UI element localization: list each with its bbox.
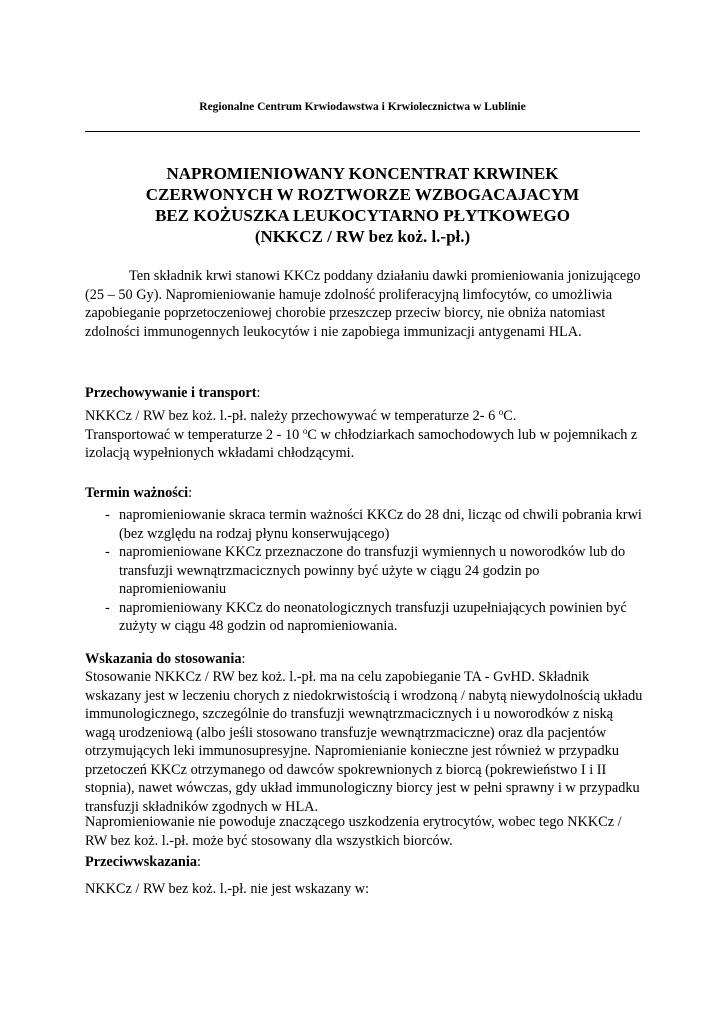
storage-heading-colon: : — [256, 385, 261, 401]
indications-heading-text: Wskazania do stosowania — [85, 651, 242, 667]
list-dash: - — [105, 599, 110, 616]
expiry-heading-colon: : — [188, 485, 193, 501]
list-item — [85, 599, 645, 636]
title-line: CZERWONYCH W ROZTWORZE WZBOGACAJACYM — [145, 185, 580, 204]
header-divider — [85, 131, 640, 132]
contra-heading — [85, 853, 201, 872]
indications-paragraph-1: Stosowanie NKKCz / RW bez koż. l.-pł. ma na celu zapobieganie TA - GvHD. Składnik wskazany jest w leczeniu chorych z niedokrwistością i wrodzoną / nabytą niewydolnością układu immunologicznego, szczególnie do transfuzji wewnątrzmacicznych i u noworodków z niską wagą urodzeniową (albo jeśli stosowano transfuzje wewnątrzmaciczne) oraz dla pacjentów otrzymujących leki immunosupresyjne. Napromienianie konieczne jest również w przypadku przetoczeń KKCz otrzymanego od dawców spokrewnionych z biorcą (pokrewieństwo I i II stopnia), nawet wówczas, gdy układ immunologiczny biorcy jest w pełni sprawny i w przypadku transfuzji składników zgodnych w HLA. — [85, 669, 643, 815]
degree-sup: o — [302, 425, 308, 436]
indications-heading-colon: : — [241, 651, 246, 667]
expiry-heading-text: Termin ważności — [85, 485, 189, 501]
storage-line-1 — [85, 407, 645, 426]
contra-heading-text: Przeciwwskazania — [85, 854, 197, 870]
title-line: BEZ KOŻUSZKA LEUKOCYTARNO PŁYTKOWEGO — [155, 206, 570, 225]
list-item — [85, 543, 645, 599]
intro-paragraph: Ten składnik krwi stanowi KKCz poddany działaniu dawki promieniowania jonizującego (25 – 50 Gy). Napromieniowanie hamuje zdolność proliferacyjną limfocytów, co umożliwia zapobieganie poprzetoczeniowej chorobie przeszczep przeciw biorcy, nie obniża natomiast zdolności immunogennych leukocytów i nie zapobiega immunizacji antygenami HLA. — [85, 268, 641, 340]
expiry-heading — [85, 484, 192, 503]
list-item-text: napromieniowane KKCz przeznaczone do transfuzji wymiennych u noworodków lub do transfuzji wewnątrzmacicznych powinny być użyte w ciągu 24 godzin po napromieniowaniu — [119, 544, 626, 597]
indications-paragraph-2: Napromieniowanie nie powoduje znaczącego uszkodzenia erytrocytów, wobec tego NKKCz / RW bez koż. l.-pł. może być stosowany dla wszystkich biorców. — [85, 814, 622, 849]
transport-text-b: C w chłodziarkach samochodowych lub w pojemnikach z izolacją wypełnionych wkładami chłodzącymi. — [85, 426, 638, 461]
document-title — [85, 163, 640, 247]
contra-paragraph: NKKCz / RW bez koż. l.-pł. nie jest wskazany w: — [85, 881, 370, 897]
storage-paragraph — [85, 407, 645, 463]
title-line: (NKKCZ / RW bez koż. l.-pł.) — [254, 227, 471, 246]
storage-text-a: NKKCz / RW bez koż. l.-pł. należy przechowywać w temperaturze 2- 6 — [85, 408, 496, 424]
list-item-text: napromieniowany KKCz do neonatologicznych transfuzji uzupełniających powinien być zużyty w ciągu 48 godzin od napromieniowania. — [119, 599, 627, 634]
list-item-text: napromieniowanie skraca termin ważności KKCz do 28 dni, licząc od chwili pobrania krwi (bez względu na rodzaj płynu konserwującego) — [119, 507, 642, 542]
expiry-list — [85, 506, 645, 636]
contra-heading-colon: : — [196, 854, 201, 870]
storage-line-2 — [85, 426, 645, 463]
storage-heading — [85, 384, 261, 403]
degree-sup: o — [498, 407, 504, 417]
storage-text-b: C. — [503, 408, 517, 424]
list-item — [85, 506, 645, 543]
list-dash: - — [105, 544, 110, 560]
indications-heading — [85, 650, 246, 669]
transport-text-a: Transportować w temperaturze 2 - 10 — [85, 426, 300, 443]
institution-header: Regionalne Centrum Krwiodawstwa i Krwiolecznictwa w Lublinie — [199, 101, 526, 113]
storage-heading-text: Przechowywanie i transport — [85, 385, 257, 401]
title-line: NAPROMIENIOWANY KONCENTRAT KRWINEK — [166, 164, 559, 183]
list-dash: - — [105, 507, 110, 523]
